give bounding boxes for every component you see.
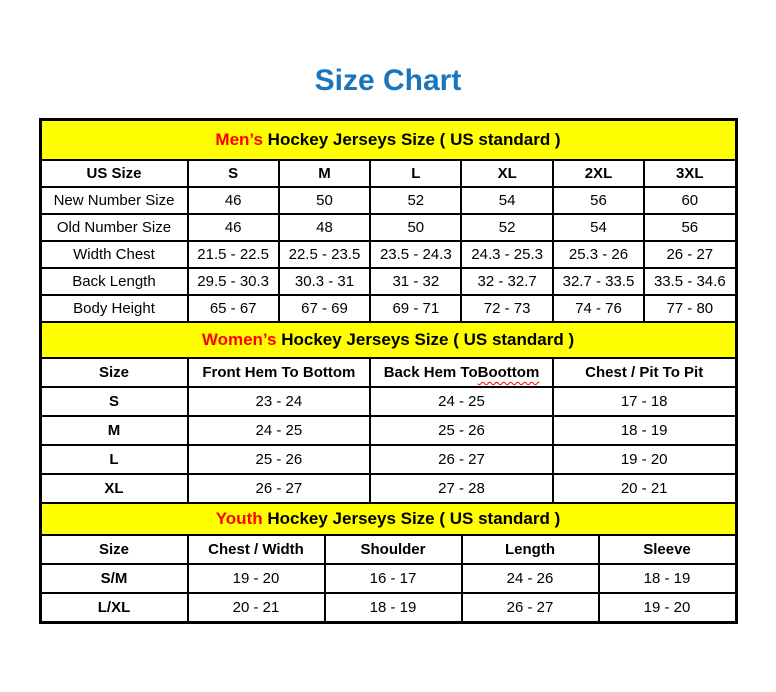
heading-rest-text: Hockey Jerseys Size ( US standard ) (276, 330, 575, 349)
table-cell: 56 (552, 188, 643, 213)
row-label: L/XL (97, 599, 131, 616)
table-row (42, 213, 735, 240)
table-cell: 18 - 19 (552, 417, 735, 444)
header-cell: 3XL (643, 161, 734, 186)
table-cell: 48 (278, 215, 369, 240)
table-cell: 24.3 - 25.3 (460, 242, 551, 267)
header-cell: Size (98, 541, 129, 558)
table-cell: 20 - 21 (552, 475, 735, 502)
table-cell: 18 - 19 (324, 594, 461, 621)
heading-rest-text: Hockey Jerseys Size ( US standard ) (262, 130, 561, 149)
table-cell: 23.5 - 24.3 (369, 242, 460, 267)
heading-accent-word: Youth (215, 509, 263, 528)
table-cell: 26 - 27 (187, 475, 370, 502)
table-cell: 54 (552, 215, 643, 240)
header-cell: Size (98, 364, 129, 381)
row-label: New Number Size (53, 192, 175, 209)
misspelled-word: Boottom (477, 364, 540, 381)
heading-accent-word: Men’s (215, 130, 263, 149)
table-cell: 26 - 27 (369, 446, 552, 473)
table-cell: 54 (460, 188, 551, 213)
table-cell: 19 - 20 (598, 594, 735, 621)
table-row (42, 186, 735, 213)
row-label: Body Height (73, 300, 155, 317)
table-cell: 46 (187, 215, 278, 240)
header-cell: US Size (86, 165, 142, 182)
section-heading-women (42, 321, 735, 357)
table-row (42, 294, 735, 321)
table-cell: 20 - 21 (187, 594, 324, 621)
table-cell: 67 - 69 (278, 296, 369, 321)
table-cell: 25.3 - 26 (552, 242, 643, 267)
table-cell: 31 - 32 (369, 269, 460, 294)
table-cell: 46 (187, 188, 278, 213)
heading-rest-text: Hockey Jerseys Size ( US standard ) (262, 509, 561, 528)
row-label: XL (104, 480, 124, 497)
row-label: Old Number Size (56, 219, 172, 236)
table-cell: 24 - 25 (187, 417, 370, 444)
size-chart-table (39, 118, 738, 624)
table-cell: 18 - 19 (598, 565, 735, 592)
table-row (42, 267, 735, 294)
header-row-youth (42, 534, 735, 563)
table-cell: 65 - 67 (187, 296, 278, 321)
row-label: Width Chest (73, 246, 155, 263)
table-cell: 16 - 17 (324, 565, 461, 592)
header-cell: XL (460, 161, 551, 186)
table-cell: 19 - 20 (187, 565, 324, 592)
table-cell: 32 - 32.7 (460, 269, 551, 294)
table-cell: 21.5 - 22.5 (187, 242, 278, 267)
table-row (42, 563, 735, 592)
row-label: S/M (100, 570, 128, 587)
table-cell: 60 (643, 188, 734, 213)
row-label: S (108, 393, 119, 410)
table-cell: 17 - 18 (552, 388, 735, 415)
page-title: Size Chart (314, 64, 462, 97)
header-cell: Chest / Pit To Pit (552, 359, 735, 386)
table-cell: 74 - 76 (552, 296, 643, 321)
table-cell: 56 (643, 215, 734, 240)
table-row (42, 415, 735, 444)
table-row (42, 592, 735, 621)
row-label: M (107, 422, 121, 439)
header-cell: Front Hem To Bottom (187, 359, 370, 386)
header-cell: M (278, 161, 369, 186)
header-cell: Back Hem To Boottom (369, 359, 552, 386)
table-cell: 29.5 - 30.3 (187, 269, 278, 294)
table-cell: 72 - 73 (460, 296, 551, 321)
table-cell: 23 - 24 (187, 388, 370, 415)
section-heading-men (42, 121, 735, 159)
row-label: L (109, 451, 119, 468)
table-cell: 52 (460, 215, 551, 240)
table-cell: 52 (369, 188, 460, 213)
section-heading-youth (42, 502, 735, 534)
header-cell: 2XL (552, 161, 643, 186)
header-cell: Sleeve (598, 536, 735, 563)
table-cell: 19 - 20 (552, 446, 735, 473)
table-row (42, 386, 735, 415)
table-row (42, 473, 735, 502)
table-cell: 27 - 28 (369, 475, 552, 502)
table-cell: 26 - 27 (643, 242, 734, 267)
table-cell: 25 - 26 (369, 417, 552, 444)
table-cell: 69 - 71 (369, 296, 460, 321)
table-cell: 77 - 80 (643, 296, 734, 321)
table-cell: 33.5 - 34.6 (643, 269, 734, 294)
table-row (42, 444, 735, 473)
header-cell: Chest / Width (187, 536, 324, 563)
table-cell: 30.3 - 31 (278, 269, 369, 294)
table-cell: 32.7 - 33.5 (552, 269, 643, 294)
header-row-men (42, 159, 735, 186)
header-cell: Length (461, 536, 598, 563)
header-cell: S (187, 161, 278, 186)
table-cell: 24 - 25 (369, 388, 552, 415)
table-row (42, 240, 735, 267)
table-cell: 25 - 26 (187, 446, 370, 473)
table-cell: 22.5 - 23.5 (278, 242, 369, 267)
table-cell: 50 (369, 215, 460, 240)
table-cell: 50 (278, 188, 369, 213)
table-cell: 24 - 26 (461, 565, 598, 592)
heading-accent-word: Women’s (201, 330, 277, 349)
table-cell: 26 - 27 (461, 594, 598, 621)
header-row-women (42, 357, 735, 386)
row-label: Back Length (72, 273, 156, 290)
header-cell: L (369, 161, 460, 186)
header-cell: Shoulder (324, 536, 461, 563)
